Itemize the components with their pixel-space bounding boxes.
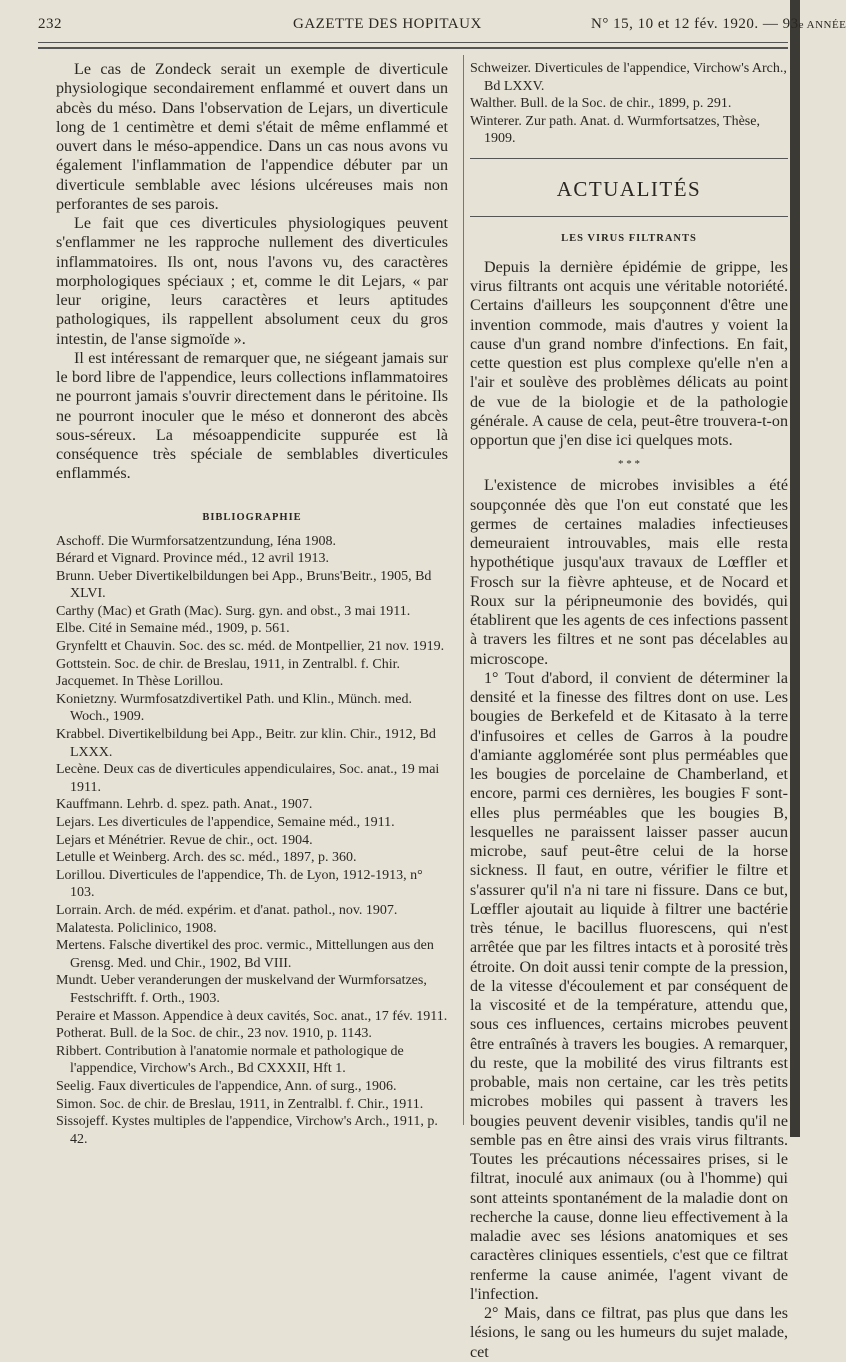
paragraph: Il est intéressant de remarquer que, ne siégeant jamais sur le bord libre de l'appendice, leurs collections inflammatoires ne pourront jamais s'ouvrir directement dans le péritoine. Ils ne pourront inoculer que le méso et donneront des abcès sous-séreux. La mésoappendicite suppurée est là conséquence très spéciale de semblables diverticules enflammés. (56, 349, 448, 483)
reference-entry: Konietzny. Wurmfosatzdivertikel Path. und Klin., Münch. med. Woch., 1909. (56, 691, 412, 725)
reference-entry: Peraire et Masson. Appendice à deux cavités, Soc. anat., 17 fév. 1911. (56, 1008, 448, 1024)
issue-info (591, 16, 846, 33)
reference-entry: Letulle et Weinberg. Arch. des sc. méd., 1897, p. 360. (56, 850, 357, 866)
reference-entry: Simon. Soc. de chir. de Breslau, 1911, in Zentralbl. f. Chir., 1911. (56, 1096, 424, 1112)
intro-paragraphs (470, 258, 788, 451)
reference-entry: Mundt. Ueber veranderungen der muskelvand der Wurmforsatzes, Festschrifft. f. Orth., 1903. (56, 973, 427, 1006)
paragraph: 1° Tout d'abord, il convient de déterminer la densité et la finesse des filtres dont on use. Les bougies de Berkefeld et de Kitasato à la terre d'infusoires et celles de Garros à la poudre d'amiante agglomérée sont plus perméables que les bougies de porcelaine de Chamberland, et encore, parmi ces dernières, les bougies F sont-elles plus perméables que les bougies B, lesquelles ne paraissent laisser passer aucun microbe, sauf peut-être celui de la horse sickness. Il faut, en outre, vérifier le filtre et s'assurer qu'il n'a ni tare ni fissure. Dans ce but, Lœffler ajoutait au liquide à filtrer une bactérie très ténue, le bacillus fluorescens, qui n'est arrêtée que par les filtres intacts et à porosité très étroite. On doit aussi tenir compte de la pression, de la vitesse d'écoulement et par conséquent de la viscosité et de la température, attendu que, sous ces influences, certains microbes peuvent être entraînés à travers les bougies. A remarquer, du reste, que la mobilité des virus filtrants est probable, mais non certaine, car les très petits microbes mobiles qui passent à travers les bougies peuvent devenir visibles, tandis qu'il ne semble pas en être ainsi des vrais virus filtrants. Toutes les précautions nécessaires prises, si le filtrat, inoculé aux animaux (ou à l'homme) qui sont atteints spontanément de la maladie dont on recherche la cause, donne lieu effectivement à la maladie avec ses lésions anatomiques et ses caractères cliniques essentiels, c'est que ce filtrat renferme la cause animée, l'agent vivant de l'infection. (470, 669, 788, 1303)
reference-entry: Grynfeltt et Chauvin. Soc. des sc. méd. de Montpellier, 21 nov. 1919. (56, 639, 445, 655)
reference-entry: Elbe. Cité in Semaine méd., 1909, p. 561. (56, 621, 290, 637)
reference-entry: Lorrain. Arch. de méd. expérim. et d'anat. pathol., nov. 1907. (56, 902, 398, 918)
asterism: * * * (618, 458, 640, 471)
reference-entry: Lecène. Deux cas de diverticules appendiculaires, Soc. anat., 19 mai 1911. (56, 762, 440, 795)
paragraph: L'existence de microbes invisibles a été soupçonnée dès que l'on eut constaté que les germes de certaines maladies infectieuses demeuraient introuvables, mais elle resta hypothétique jusqu'aux travaux de Lœffler et Frosch sur la fièvre aphteuse, et de Nocard et Roux sur la péripneumonie des bovidés, qui établirent que les agents de ces infections passent à travers les filtres et ne sont pas décelables au microscope. (470, 477, 788, 668)
issue-suffix: e ANNÉE (798, 19, 846, 31)
left-column (56, 60, 448, 1148)
subsection-title: LES VIRUS FILTRANTS (561, 232, 697, 244)
right-column (470, 60, 788, 1362)
paragraph: Depuis la dernière épidémie de grippe, les virus filtrants ont acquis une véritable notoriété. Certains d'ailleurs les soupçonnent d'être une invention commode, mais d'autres y voient la cause d'un grand nombre d'infections. En fait, cette question est plus complexe qu'elle n'en a l'air et soulève des problèmes délicats au point de vue de la biologie et de la pathologie générale. A cause de cela, peut-être trouvera-t-on opportun que j'en dise ici quelques mots. (470, 258, 788, 450)
reference-entry: Mertens. Falsche divertikel des proc. vermic., Mittellungen aus den Grensg. Med. und Chir., 1902, Bd VIII. (56, 938, 434, 971)
reference-entry: Carthy (Mac) et Grath (Mac). Surg. gyn. and obst., 3 mai 1911. (56, 603, 411, 619)
continued-references (470, 60, 788, 148)
journal-title: GAZETTE DES HOPITAUX (293, 16, 482, 32)
reference-entry: Walther. Bull. de la Soc. de chir., 1899, p. 291. (470, 96, 732, 112)
reference-entry: Seelig. Faux diverticules de l'appendice, Ann. of surg., 1906. (56, 1078, 397, 1094)
reference-entry: Lejars et Ménétrier. Revue de chir., oct. 1904. (56, 832, 313, 848)
page-edge-shadow (790, 0, 800, 1137)
header-rule-thick (38, 47, 788, 49)
issue-number: N° 15, 10 et 12 fév. 1920. — 93 (591, 16, 799, 32)
left-paragraphs (56, 60, 448, 484)
reference-entry: Winterer. Zur path. Anat. d. Wurmfortsatzes, Thèse, 1909. (470, 113, 760, 147)
bibliography-list (56, 533, 448, 1149)
section-rule (470, 158, 788, 159)
reference-entry: Gottstein. Soc. de chir. de Breslau, 1911, in Zentralbl. f. Chir. (56, 656, 400, 672)
running-header (38, 16, 846, 38)
reference-entry: Brunn. Ueber Divertikelbildungen bei App., Bruns'Beitr., 1905, Bd XLVI. (56, 568, 432, 602)
paragraph: Le cas de Zondeck serait un exemple de diverticule physiologique secondairement enflammé et ouvert dans un abcès du méso. Dans l'observation de Lejars, un diverticule long de 1 centimètre et demi s'était de même enflammé et ouvert dans le méso-appendice. Dans un cas nous avons vu également l'inflammation de l'appendice débuter par un diverticule semblable avec lésions ulcéreuses mais non perforantes de ses parois. (56, 61, 448, 213)
reference-entry: Ribbert. Contribution à l'anatomie normale et pathologique de l'appendice, Virchow's Arch., Bd CXXXII, Hft 1. (56, 1043, 404, 1077)
reference-entry: Krabbel. Divertikelbildung bei App., Beitr. zur klin. Chir., 1912, Bd LXXX. (56, 727, 436, 760)
reference-entry: Kauffmann. Lehrb. d. spez. path. Anat., 1907. (56, 797, 313, 813)
section-separator (470, 216, 788, 217)
paragraph: Le fait que ces diverticules physiologiques peuvent s'enflammer ne les rapproche nullement des diverticules inflammatoires. Ils ont, nous l'avons vu, des caractères morphologiques spéciaux ; et, comme le dit Lejars, « par leur origine, leurs caractères et leurs aptitudes pathologiques, ils rappellent absolument ceux du gros intestin, de l'anse sigmoïde ». (56, 215, 448, 348)
bibliography-heading: BIBLIOGRAPHIE (202, 511, 302, 523)
body-paragraphs (470, 476, 788, 1362)
column-divider (463, 55, 464, 1125)
reference-entry: Lejars. Les diverticules de l'appendice, Semaine méd., 1911. (56, 815, 395, 830)
reference-entry: Lorillou. Diverticules de l'appendice, Th. de Lyon, 1912-1913, n° 103. (56, 867, 423, 901)
reference-entry: Aschoff. Die Wurmforsatzentzundung, Iéna 1908. (56, 533, 337, 549)
reference-entry: Potherat. Bull. de la Soc. de chir., 23 nov. 1910, p. 1143. (56, 1026, 372, 1042)
reference-entry: Sissojeff. Kystes multiples de l'appendice, Virchow's Arch., 1911, p. 42. (56, 1114, 438, 1147)
section-title: ACTUALITÉS (556, 176, 702, 201)
reference-entry: Bérard et Vignard. Province méd., 12 avril 1913. (56, 551, 329, 567)
reference-entry: Schweizer. Diverticules de l'appendice, Virchow's Arch., Bd LXXV. (470, 61, 787, 94)
reference-entry: Jacquemet. In Thèse Lorillou. (56, 674, 224, 690)
paragraph: 2° Mais, dans ce filtrat, pas plus que dans les lésions, le sang ou les humeurs du sujet malade, cet (470, 1305, 788, 1361)
reference-entry: Malatesta. Policlinico, 1908. (56, 920, 217, 936)
page-number: 232 (38, 16, 62, 32)
header-rule-thin (38, 42, 788, 43)
